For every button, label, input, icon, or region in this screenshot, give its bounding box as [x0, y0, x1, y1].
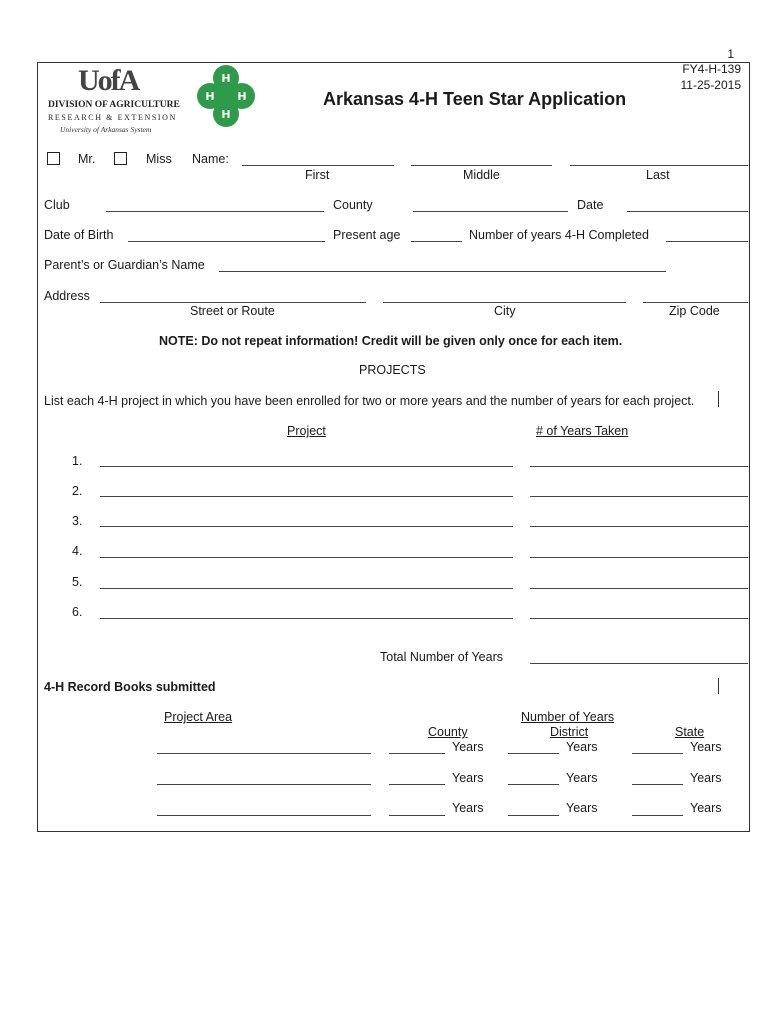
project-field-6[interactable]: [100, 618, 513, 619]
name-label: Name:: [192, 152, 229, 166]
dob-label: Date of Birth: [44, 228, 114, 242]
project-field-1[interactable]: [100, 466, 513, 467]
years-completed-field[interactable]: [666, 241, 748, 242]
form-frame: [37, 62, 750, 832]
district-header: District: [550, 725, 589, 739]
years-label: Years: [690, 740, 722, 754]
club-field[interactable]: [106, 211, 324, 212]
years-label: Years: [690, 801, 722, 815]
state-header: State: [675, 725, 705, 739]
middle-caption: Middle: [463, 168, 500, 182]
years-label: Years: [566, 771, 598, 785]
years-label: Years: [690, 771, 722, 785]
miss-checkbox[interactable]: [114, 152, 127, 165]
city-field[interactable]: [383, 302, 626, 303]
city-caption: City: [494, 304, 516, 318]
county-years-field-2[interactable]: [389, 784, 445, 785]
years-field-1[interactable]: [530, 466, 748, 467]
project-field-3[interactable]: [100, 526, 513, 527]
street-caption: Street or Route: [190, 304, 275, 318]
district-years-field-1[interactable]: [508, 753, 559, 754]
miss-label: Miss: [146, 152, 172, 166]
number-of-years-header: Number of Years: [521, 710, 615, 724]
uofa-logo: [46, 64, 180, 136]
mr-label: Mr.: [78, 152, 96, 166]
state-years-field-3[interactable]: [632, 815, 683, 816]
note-text: NOTE: Do not repeat information! Credit will be given only once for each item.: [159, 334, 623, 348]
street-field[interactable]: [100, 302, 366, 303]
project-row-number: 1.: [72, 454, 83, 468]
project-row-number: 6.: [72, 605, 83, 619]
years-label: Years: [566, 740, 598, 754]
county-label: County: [333, 198, 373, 212]
state-years-field-2[interactable]: [632, 784, 683, 785]
project-area-field-3[interactable]: [157, 815, 371, 816]
svg-text:H: H: [237, 90, 247, 103]
project-field-4[interactable]: [100, 557, 513, 558]
zip-field[interactable]: [643, 302, 748, 303]
total-years-label: Total Number of Years: [380, 650, 503, 664]
form-date: 11-25-2015: [680, 78, 741, 92]
last-caption: Last: [646, 168, 670, 182]
county-field[interactable]: [413, 211, 568, 212]
years-completed-label: Number of years 4-H Completed: [469, 228, 649, 242]
county-years-field-3[interactable]: [389, 815, 445, 816]
years-label: Years: [452, 740, 484, 754]
parent-label: Parent’s or Guardian’s Name: [44, 258, 205, 272]
dob-field[interactable]: [128, 241, 325, 242]
svg-text:H: H: [221, 72, 231, 85]
logo-line3: University of Arkansas System: [60, 125, 152, 134]
years-field-2[interactable]: [530, 496, 748, 497]
form-code: FY4-H-139: [682, 62, 741, 76]
logo-mark: UofA: [78, 64, 139, 97]
parent-name-field[interactable]: [219, 271, 666, 272]
district-years-field-3[interactable]: [508, 815, 559, 816]
projects-instructions: List each 4-H project in which you have been enrolled for two or more years and the number of years for each project.: [44, 394, 695, 408]
form-title: Arkansas 4-H Teen Star Application: [323, 89, 627, 109]
project-row-number: 2.: [72, 484, 83, 498]
years-label: Years: [566, 801, 598, 815]
projects-heading: PROJECTS: [359, 363, 426, 377]
project-area-field-1[interactable]: [157, 753, 371, 754]
col-project-header: Project: [287, 424, 326, 438]
years-label: Years: [452, 801, 484, 815]
last-name-field[interactable]: [570, 165, 748, 166]
state-years-field-1[interactable]: [632, 753, 683, 754]
middle-name-field[interactable]: [411, 165, 552, 166]
date-label: Date: [577, 198, 604, 212]
svg-text:H: H: [205, 90, 215, 103]
district-years-field-2[interactable]: [508, 784, 559, 785]
date-field[interactable]: [627, 211, 748, 212]
mr-checkbox[interactable]: [47, 152, 60, 165]
record-books-heading: 4-H Record Books submitted: [44, 680, 216, 694]
first-caption: First: [305, 168, 330, 182]
years-field-3[interactable]: [530, 526, 748, 527]
years-field-5[interactable]: [530, 588, 748, 589]
text-cursor-bar: [718, 391, 719, 407]
project-row-number: 3.: [72, 514, 83, 528]
county-header: County: [428, 725, 468, 739]
county-years-field-1[interactable]: [389, 753, 445, 754]
project-row-number: 5.: [72, 575, 83, 589]
present-age-field[interactable]: [411, 241, 462, 242]
col-years-header: # of Years Taken: [536, 424, 629, 438]
zip-caption: Zip Code: [669, 304, 720, 318]
address-label: Address: [44, 289, 90, 303]
present-age-label: Present age: [333, 228, 401, 242]
total-years-field[interactable]: [530, 663, 748, 664]
svg-text:H: H: [221, 108, 231, 121]
first-name-field[interactable]: [242, 165, 394, 166]
project-field-5[interactable]: [100, 588, 513, 589]
club-label: Club: [44, 198, 70, 212]
project-row-number: 4.: [72, 544, 83, 558]
project-area-field-2[interactable]: [157, 784, 371, 785]
years-label: Years: [452, 771, 484, 785]
page-number: 1: [727, 47, 734, 61]
logo-line2: RESEARCH & EXTENSION: [48, 113, 177, 122]
years-field-6[interactable]: [530, 618, 748, 619]
logo-line1: DIVISION OF AGRICULTURE: [48, 100, 180, 110]
four-h-clover-icon: [193, 62, 259, 134]
project-field-2[interactable]: [100, 496, 513, 497]
years-field-4[interactable]: [530, 557, 748, 558]
text-cursor-bar: [718, 678, 719, 694]
project-area-header: Project Area: [164, 710, 233, 724]
